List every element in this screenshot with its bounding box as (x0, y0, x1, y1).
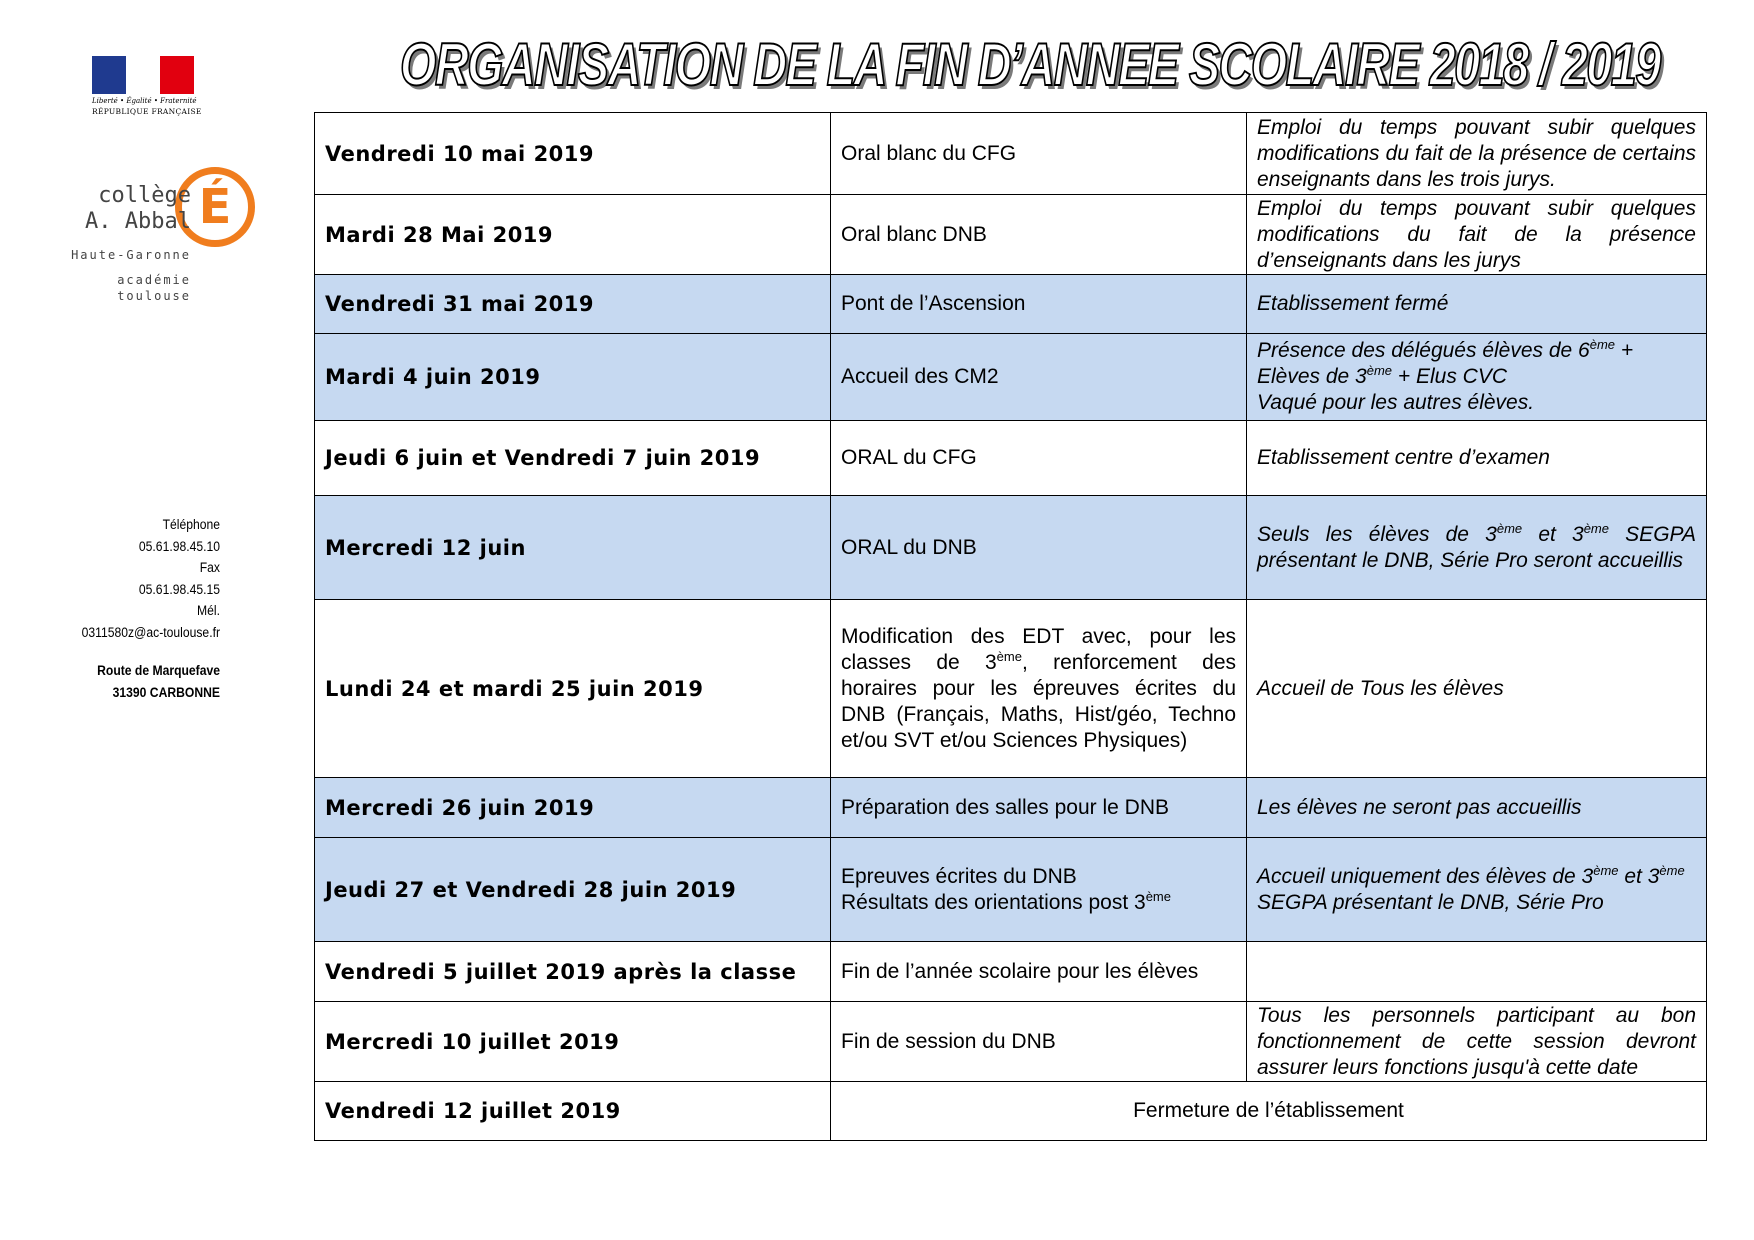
table-row (315, 113, 1707, 195)
mail-label: Mél. (197, 603, 220, 618)
row-date: Mercredi 12 juin (315, 496, 831, 600)
row-note: Etablissement centre d’examen (1247, 421, 1707, 496)
schedule-table (314, 112, 1707, 1141)
republique-francaise-logo (92, 56, 202, 116)
row-event: Fin de l’année scolaire pour les élèves (831, 942, 1247, 1002)
phone-label: Téléphone (162, 517, 220, 532)
college-logo-line5: toulouse (117, 289, 191, 303)
row-date: Mardi 28 Mai 2019 (315, 195, 831, 275)
row-event: Modification des EDT avec, pour les classes de 3ème, renforcement des horaires pour les épreuves écrites du DNB (Français, Maths, Hist/géo, Techno et/ou SVT et/ou Sciences Physiques) (831, 600, 1247, 778)
row-event: Pont de l’Ascension (831, 275, 1247, 334)
table-row (315, 421, 1707, 496)
row-note: Emploi du temps pouvant subir quelques modifications du fait de la présence d’enseignants dans les jurys (1247, 195, 1707, 275)
table-row (315, 275, 1707, 334)
row-note: Seuls les élèves de 3ème et 3ème SEGPA présentant le DNB, Série Pro seront accueillis (1247, 496, 1707, 600)
row-event: Préparation des salles pour le DNB (831, 778, 1247, 838)
table-row (315, 1002, 1707, 1082)
address-line1: Route de Marquefave (97, 663, 220, 678)
row-note: Accueil uniquement des élèves de 3ème et 3ème SEGPA présentant le DNB, Série Pro (1247, 838, 1707, 942)
row-note (1247, 942, 1707, 1002)
college-logo (71, 145, 265, 315)
table-row (315, 942, 1707, 1002)
mail-address: 0311580z@ac-toulouse.fr (81, 624, 220, 640)
republic-motto: Liberté • Égalité • Fraternité (92, 97, 197, 105)
table-row (315, 334, 1707, 421)
contact-block (58, 514, 220, 703)
page-title: ORGANISATION DE LA FIN D’ANNEE SCOLAIRE 2018 / 2019 (400, 31, 1660, 98)
row-date: Jeudi 27 et Vendredi 28 juin 2019 (315, 838, 831, 942)
row-event: Fin de session du DNB (831, 1002, 1247, 1082)
table-row (315, 778, 1707, 838)
college-e-icon: É (175, 167, 255, 247)
fax-label: Fax (199, 560, 220, 575)
row-note: Les élèves ne seront pas accueillis (1247, 778, 1707, 838)
row-date: Mercredi 26 juin 2019 (315, 778, 831, 838)
row-event: ORAL du DNB (831, 496, 1247, 600)
row-event: Accueil des CM2 (831, 334, 1247, 421)
college-logo-line2: A. Abbal (85, 209, 191, 234)
row-note: Présence des délégués élèves de 6ème + Elèves de 3ème + Elus CVC Vaqué pour les autres élèves. (1247, 334, 1707, 421)
row-note: Accueil de Tous les élèves (1247, 600, 1707, 778)
row-date: Vendredi 31 mai 2019 (315, 275, 831, 334)
college-logo-line3: Haute-Garonne (71, 248, 191, 262)
table-row (315, 1082, 1707, 1141)
row-event: Epreuves écrites du DNB Résultats des orientations post 3ème (831, 838, 1247, 942)
table-row (315, 600, 1707, 778)
row-event: Oral blanc du CFG (831, 113, 1247, 195)
row-event: Oral blanc DNB (831, 195, 1247, 275)
row-note: Emploi du temps pouvant subir quelques modifications du fait de la présence de certains enseignants dans les trois jurys. (1247, 113, 1707, 195)
address-line2: 31390 CARBONNE (112, 684, 220, 700)
row-date: Lundi 24 et mardi 25 juin 2019 (315, 600, 831, 778)
table-row (315, 195, 1707, 275)
row-date: Jeudi 6 juin et Vendredi 7 juin 2019 (315, 421, 831, 496)
row-note: Etablissement fermé (1247, 275, 1707, 334)
row-date: Mardi 4 juin 2019 (315, 334, 831, 421)
phone-number: 05.61.98.45.10 (138, 538, 220, 554)
table-row (315, 496, 1707, 600)
row-date: Vendredi 12 juillet 2019 (315, 1082, 831, 1141)
college-logo-line1: collège (98, 183, 191, 208)
row-date: Mercredi 10 juillet 2019 (315, 1002, 831, 1082)
row-note: Tous les personnels participant au bon fonctionnement de cette session devront assurer leurs fonctions jusqu'à cette date (1247, 1002, 1707, 1082)
row-date: Vendredi 5 juillet 2019 après la classe (315, 942, 831, 1002)
republic-name: RÉPUBLIQUE FRANÇAISE (92, 107, 202, 116)
row-date: Vendredi 10 mai 2019 (315, 113, 831, 195)
french-flag-icon (92, 56, 194, 94)
row-merged-event: Fermeture de l’établissement (831, 1082, 1707, 1141)
table-row (315, 838, 1707, 942)
college-logo-line4: académie (117, 273, 191, 287)
row-event: ORAL du CFG (831, 421, 1247, 496)
fax-number: 05.61.98.45.15 (138, 581, 220, 597)
